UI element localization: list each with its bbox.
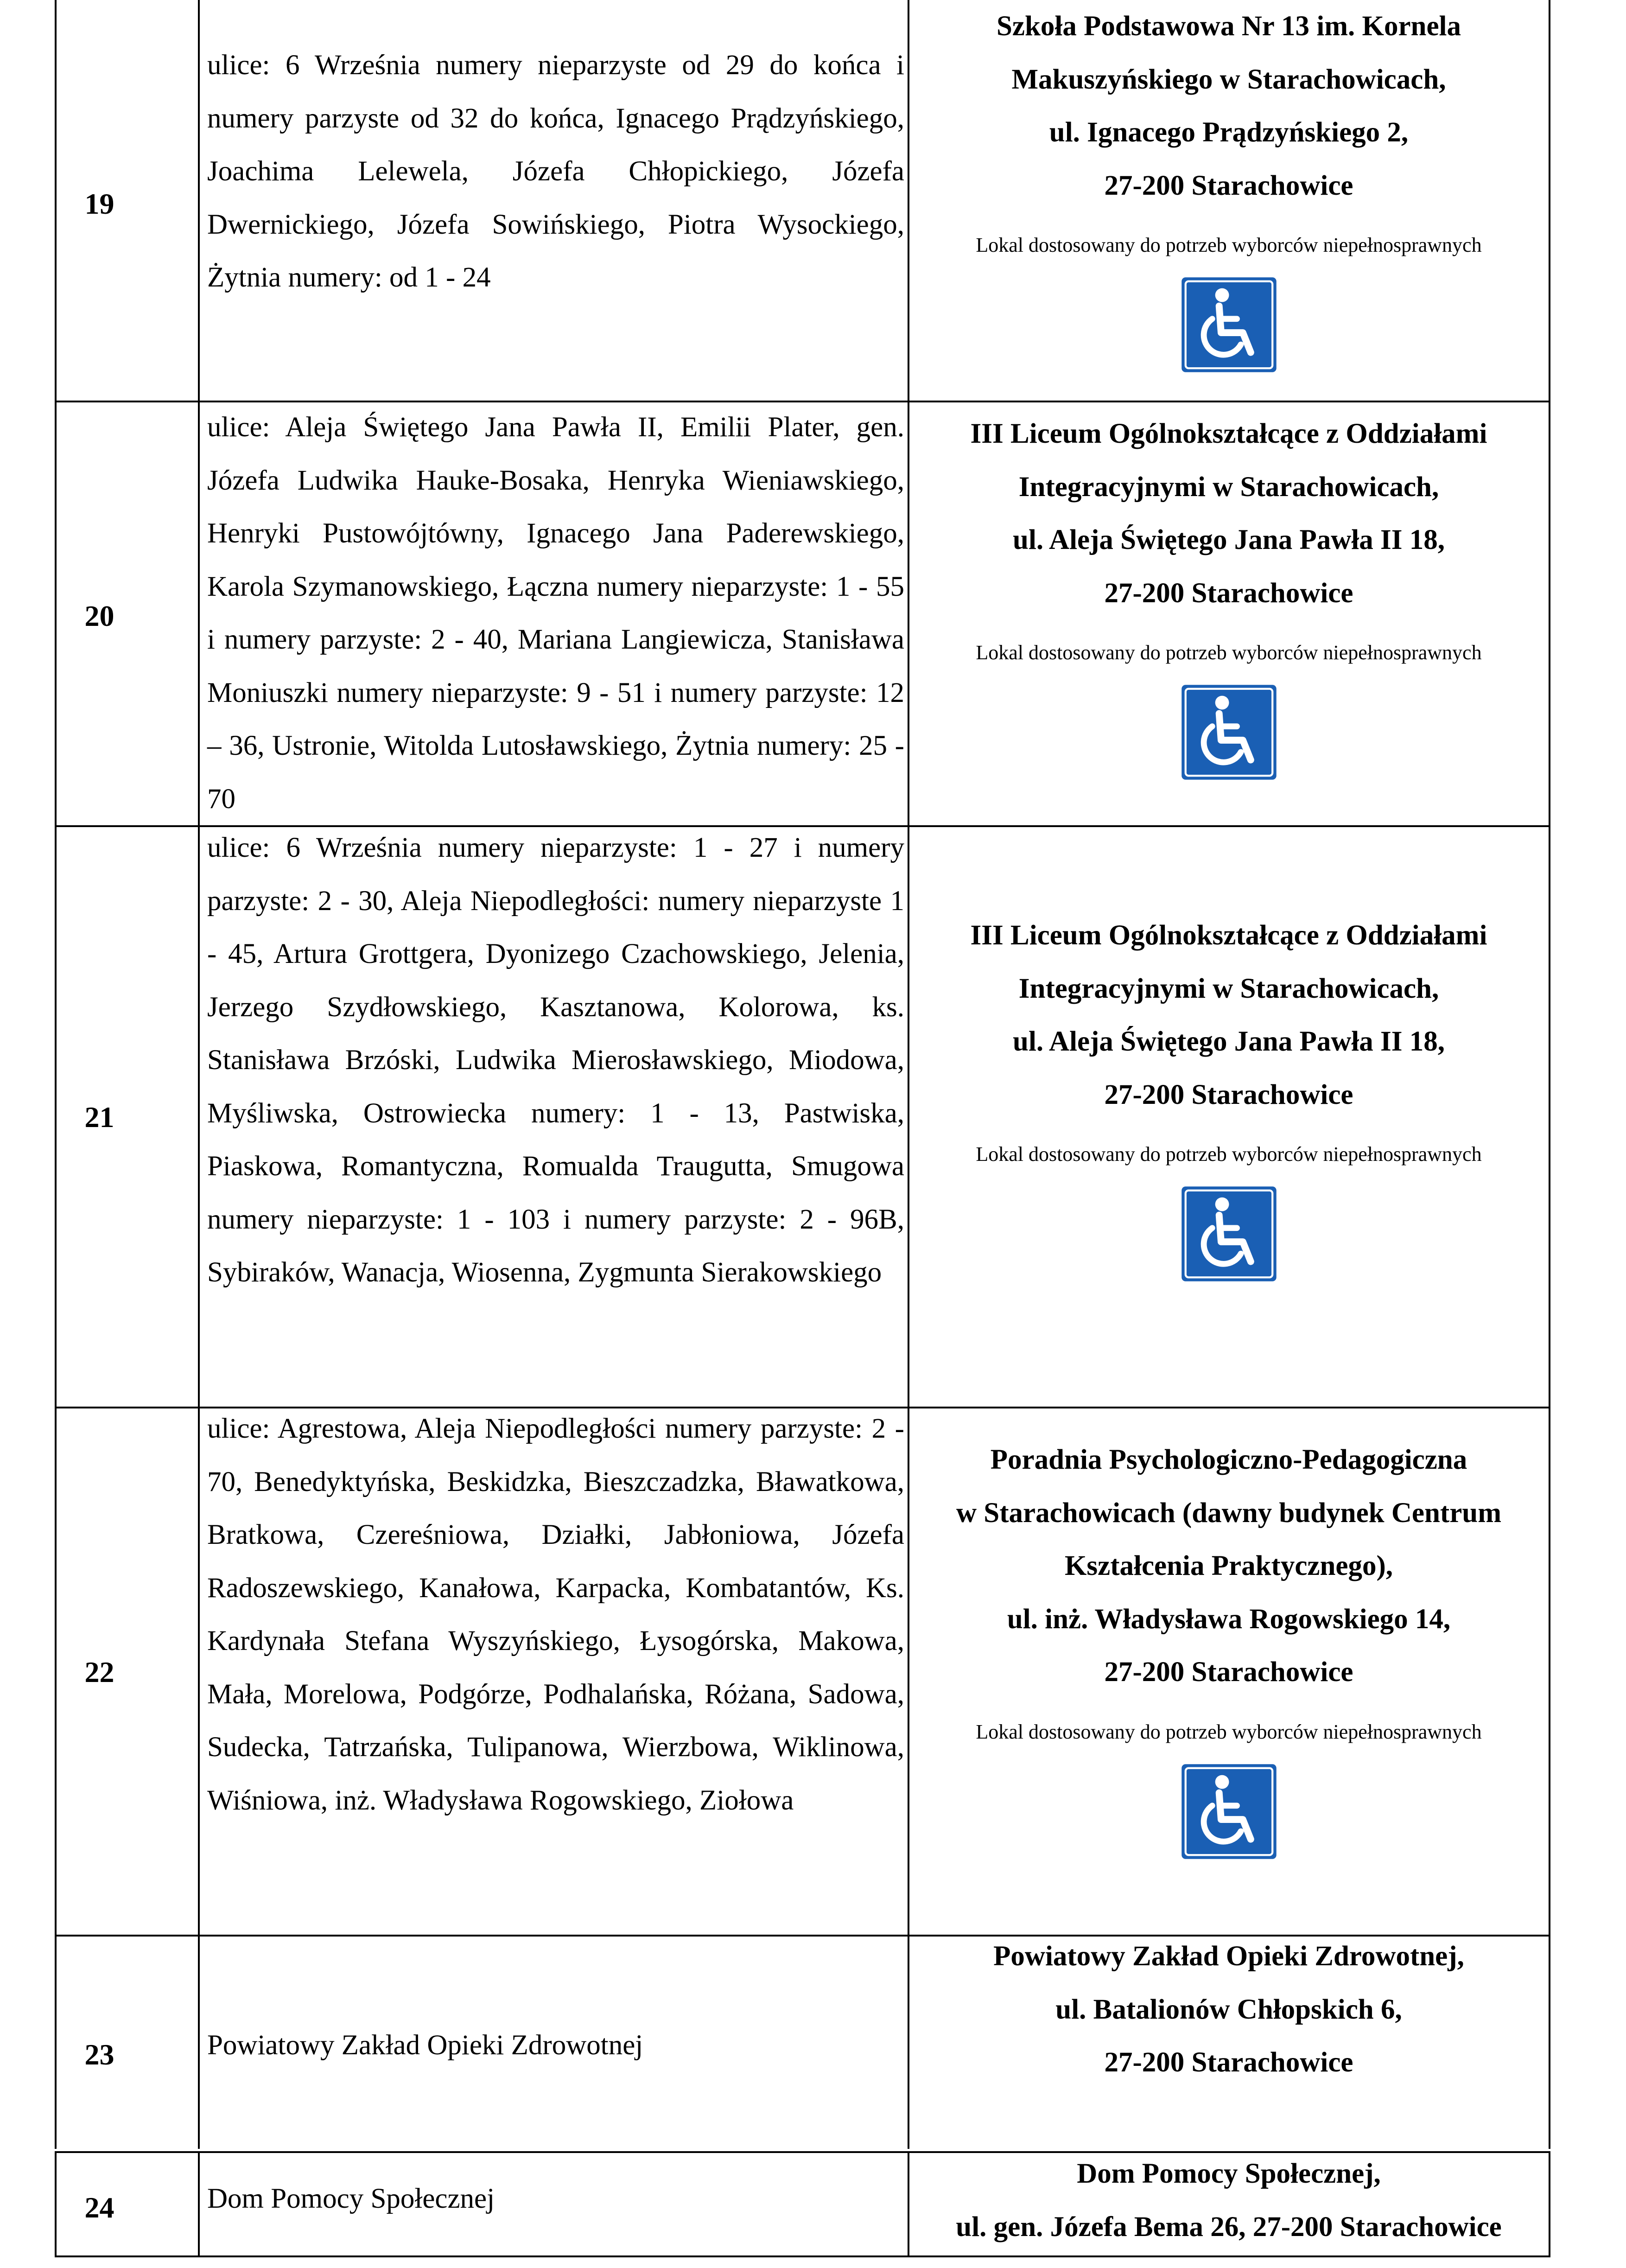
polling-place-line: ul. Ignacego Prądzyńskiego 2, xyxy=(1049,117,1409,148)
column-divider-streets xyxy=(908,2151,909,2257)
table-border-bottom xyxy=(55,2255,1550,2257)
polling-place-line: Integracyjnymi w Starachowicach, xyxy=(1018,973,1439,1004)
column-divider-number xyxy=(198,0,200,2149)
district-number: 19 xyxy=(84,187,114,220)
polling-place-line: Powiatowy Zakład Opieki Zdrowotnej, xyxy=(993,1941,1464,1972)
district-number: 24 xyxy=(84,2191,114,2224)
district-number: 20 xyxy=(84,599,114,632)
accessibility-note: Lokal dostosowany do potrzeb wyborców niepełnosprawnych xyxy=(976,641,1482,664)
polling-place-line: 27-200 Starachowice xyxy=(1104,170,1353,201)
polling-place-line: Integracyjnymi w Starachowicach, xyxy=(1018,471,1439,503)
polling-place-line: Dom Pomocy Społecznej, xyxy=(1077,2158,1381,2189)
polling-place xyxy=(910,0,1548,374)
district-number: 21 xyxy=(84,1101,114,1134)
table-border-right xyxy=(1549,0,1550,2149)
polling-place xyxy=(910,1930,1548,2090)
table-border-left xyxy=(55,0,57,2149)
district-streets: ulice: 6 Września numery nieparzyste od 29 do końca i numery parzyste od 32 do końca, Ignacego Prądzyńskiego, Joachima Lelewela, Józefa Chłopickiego, Józefa Dwernickiego, Józefa Sowińskiego, Piotra Wysockiego, Żytnia numery: od 1 - 24 xyxy=(207,50,904,293)
column-divider-streets xyxy=(908,0,909,2149)
table-border-right xyxy=(1549,2151,1550,2257)
polling-place xyxy=(910,2147,1548,2254)
wheelchair-icon xyxy=(1180,683,1278,782)
polling-place-line: III Liceum Ogólnokształcące z Oddziałami xyxy=(970,418,1487,449)
district-streets: Powiatowy Zakład Opieki Zdrowotnej xyxy=(207,2030,643,2061)
polling-place-line: ul. gen. Józefa Bema 26, 27-200 Starachowice xyxy=(956,2211,1502,2243)
district-streets: ulice: Agrestowa, Aleja Niepodległości numery parzyste: 2 - 70, Benedyktyńska, Beskidzka, Bieszczadzka, Bławatkowa, Bratkowa, Czereśniowa, Działki, Jabłoniowa, Józefa Radoszewskiego, Kanałowa, Karpacka, Kombatantów, Ks. Kardynała Stefana Wyszyńskiego, Łysogórska, Makowa, Mała, Morelowa, Podgórze, Podhalańska, Różana, Sadowa, Sudecka, Tatrzańska, Tulipanowa, Wierzbowa, Wiklinowa, Wiśniowa, inż. Władysława Rogowskiego, Ziołowa xyxy=(207,1413,904,1816)
polling-place-line: w Starachowicach (dawny budynek Centrum xyxy=(956,1497,1502,1529)
district-number: 23 xyxy=(84,2038,114,2071)
polling-place-line: 27-200 Starachowice xyxy=(1104,1656,1353,1688)
district-number: 22 xyxy=(84,1656,114,1688)
polling-place-line: ul. inż. Władysława Rogowskiego 14, xyxy=(1007,1603,1451,1635)
polling-place-line: 27-200 Starachowice xyxy=(1104,2047,1353,2078)
polling-place-line: ul. Aleja Świętego Jana Pawła II 18, xyxy=(1013,1026,1445,1057)
accessibility-note: Lokal dostosowany do potrzeb wyborców niepełnosprawnych xyxy=(976,1720,1482,1743)
wheelchair-icon xyxy=(1180,1762,1278,1861)
district-streets: ulice: Aleja Świętego Jana Pawła II, Emilii Plater, gen. Józefa Ludwika Hauke-Bosaka, Henryka Wieniawskiego, Henryki Pustowójtówny, Ignacego Jana Paderewskiego, Karola Szymanowskiego, Łączna numery nieparzyste: 1 - 55 i numery parzyste: 2 - 40, Mariana Langiewicza, Stanisława Moniuszki numery nieparzyste: 9 - 51 i numery parzyste: 12 – 36, Ustronie, Witolda Lutosławskiego, Żytnia numery: 25 - 70 xyxy=(207,412,904,815)
wheelchair-icon xyxy=(1180,1185,1278,1283)
polling-place-line: 27-200 Starachowice xyxy=(1104,1079,1353,1110)
polling-place-line: Makuszyńskiego w Starachowicach, xyxy=(1011,64,1446,95)
polling-place-line: Szkoła Podstawowa Nr 13 im. Kornela xyxy=(997,11,1461,42)
accessibility-note: Lokal dostosowany do potrzeb wyborców niepełnosprawnych xyxy=(976,234,1482,256)
polling-place xyxy=(910,909,1548,1283)
district-streets: ulice: 6 Września numery nieparzyste: 1 - 27 i numery parzyste: 2 - 30, Aleja Niepodległości: numery nieparzyste 1 - 45, Artura Grottgera, Dyonizego Czachowskiego, Jelenia, Jerzego Szydłowskiego, Kasztanowa, Kolorowa, ks. Stanisława Brzóski, Ludwika Mierosławskiego, Miodowa, Myśliwska, Ostrowiecka numery: 1 - 13, Pastwiska, Piaskowa, Romantyczna, Romualda Traugutta, Smugowa numery nieparzyste: 1 - 103 i numery parzyste: 2 - 96B, Sybiraków, Wanacja, Wiosenna, Zygmunta Sierakowskiego xyxy=(207,832,904,1288)
polling-place-line: III Liceum Ogólnokształcące z Oddziałami xyxy=(970,920,1487,951)
polling-place xyxy=(910,408,1548,782)
district-streets: Dom Pomocy Społecznej xyxy=(207,2183,495,2214)
polling-place-line: 27-200 Starachowice xyxy=(1104,577,1353,609)
polling-place xyxy=(910,1433,1548,1861)
accessibility-note: Lokal dostosowany do potrzeb wyborców niepełnosprawnych xyxy=(976,1143,1482,1166)
polling-place-line: ul. Aleja Świętego Jana Pawła II 18, xyxy=(1013,524,1445,555)
polling-place-line: Kształcenia Praktycznego), xyxy=(1064,1550,1393,1581)
polling-place-line: ul. Batalionów Chłopskich 6, xyxy=(1055,1994,1402,2025)
wheelchair-icon xyxy=(1180,275,1278,374)
polling-place-line: Poradnia Psychologiczno-Pedagogiczna xyxy=(990,1444,1467,1475)
